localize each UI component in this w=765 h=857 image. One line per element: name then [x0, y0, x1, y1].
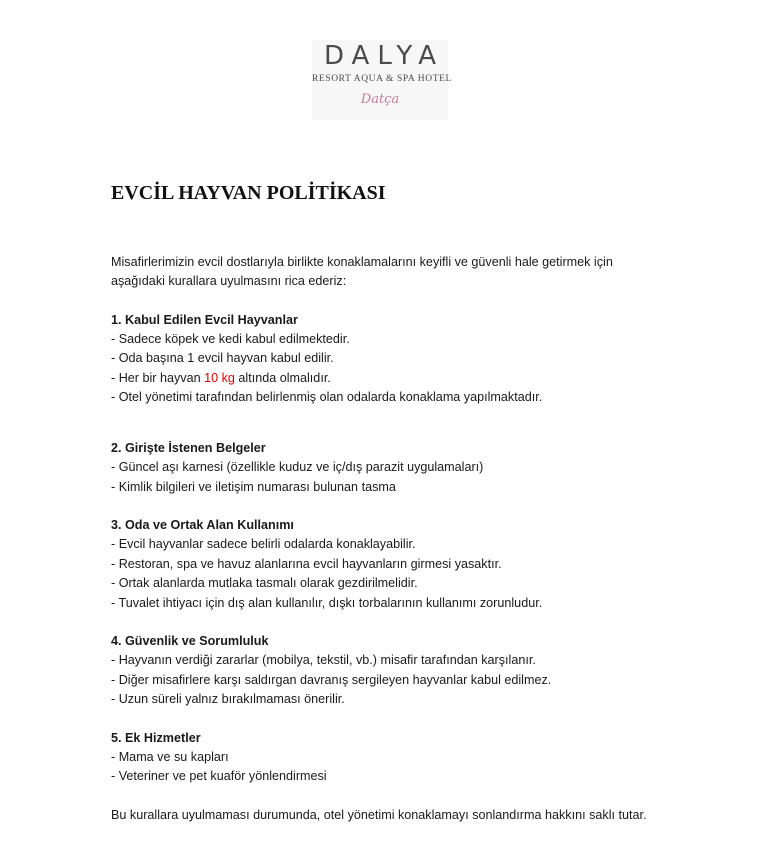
list-item: - Otel yönetimi tarafından belirlenmiş olan odalarda konaklama yapılmaktadır.	[111, 390, 543, 404]
section-heading: 2. Girişte İstenen Belgeler	[111, 441, 266, 455]
list-item: - Tuvalet ihtiyacı için dış alan kullanılır, dışkı torbalarının kullanımı zorunludur.	[111, 596, 543, 610]
list-item: - Ortak alanlarda mutlaka tasmalı olarak gezdirilmelidir.	[111, 576, 418, 590]
list-item: - Mama ve su kapları	[111, 750, 229, 764]
list-item: - Sadece köpek ve kedi kabul edilmektedir.	[111, 332, 350, 346]
section-heading: 4. Güvenlik ve Sorumluluk	[111, 634, 269, 648]
list-item: - Hayvanın verdiği zararlar (mobilya, tekstil, vb.) misafir tarafından karşılanır.	[111, 653, 536, 667]
list-item: - Kimlik bilgileri ve iletişim numarası bulunan tasma	[111, 480, 396, 494]
list-item: - Güncel aşı karnesi (özellikle kuduz ve iç/dış parazit uygulamaları)	[111, 460, 484, 474]
intro-line-2: aşağıdaki kurallara uyulmasını rica ederiz:	[111, 274, 347, 288]
section-heading: 3. Oda ve Ortak Alan Kullanımı	[111, 518, 294, 532]
list-item-text: - Her bir hayvan	[111, 371, 205, 385]
footer-note: Bu kurallara uyulmaması durumunda, otel yönetimi konaklamayı sonlandırma hakkını saklı tutar.	[111, 808, 647, 822]
section-heading: 1. Kabul Edilen Evcil Hayvanlar	[111, 313, 298, 327]
logo-subtitle: RESORT AQUA & SPA HOTEL	[312, 74, 452, 84]
list-item: - Restoran, spa ve havuz alanlarına evcil hayvanların girmesi yasaktır.	[111, 557, 502, 571]
list-item: - Uzun süreli yalnız bırakılmaması önerilir.	[111, 692, 345, 706]
list-item: - Evcil hayvanlar sadece belirli odalarda konaklayabilir.	[111, 537, 416, 551]
list-item: - Oda başına 1 evcil hayvan kabul edilir.	[111, 351, 334, 365]
list-item	[111, 369, 331, 388]
logo-location: Datça	[360, 92, 400, 107]
list-item: - Diğer misafirlere karşı saldırgan davranış sergileyen hayvanlar kabul edilmez.	[111, 673, 552, 687]
logo-name: DALYA	[323, 41, 445, 71]
hotel-logo	[312, 40, 452, 120]
weight-limit-highlight: 10 kg	[204, 371, 235, 385]
section-heading: 5. Ek Hizmetler	[111, 731, 201, 745]
page-title: EVCİL HAYVAN POLİTİKASI	[111, 182, 386, 204]
intro-line-1: Misafirlerimizin evcil dostlarıyla birlikte konaklamalarını keyifli ve güvenli hale getirmek için	[111, 255, 613, 269]
list-item: - Veteriner ve pet kuaför yönlendirmesi	[111, 769, 327, 783]
list-item-text: altında olmalıdır.	[234, 371, 331, 385]
